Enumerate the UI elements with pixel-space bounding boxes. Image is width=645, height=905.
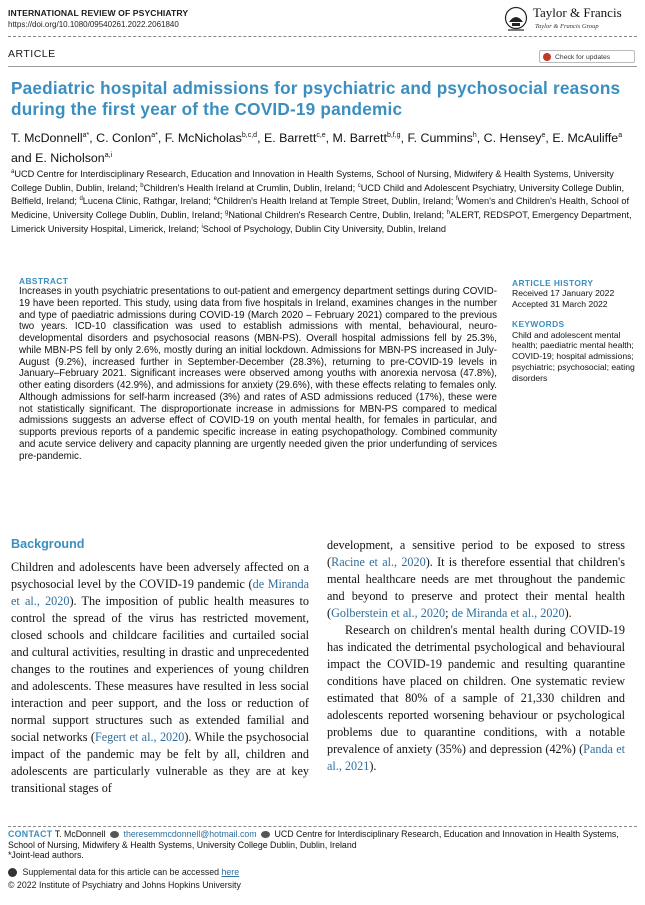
copyright: © 2022 Institute of Psychiatry and Johns Hopkins University [8,880,241,890]
author-list: T. McDonnell$^{a*}$, C. Conlon$^{a*}$, F. McNicholas$^{b,c,d}$, E. Barrett$^{c,e}$, M. Barrett$^{b,f,g}$, F. Cummins$^h$, C. Hensey$^e$, E. McAuliffe$^a$ and E. Nicholson$^{a,i}$ [11,131,623,166]
affiliation: $^i$School of Psychology, Dublin City University, Dublin, Ireland [201,223,447,234]
publisher-name: Taylor & Francis [533,5,622,20]
affiliations [11,167,637,235]
affiliation: $^c$UCD Child and Adolescent Psychiatry, University College Dublin, Belfield, Ireland; [11,182,625,207]
affiliation: $^b$Children's Health Ireland at Crumlin, Dublin, Ireland; [140,182,356,193]
supplemental-note: Supplemental data for this article can be accessed here [8,867,239,877]
abstract-text: Increases in youth psychiatric presentations to out-patient and emergency department settings during COVID-19 have been reported. This study, using data from five hospitals in Ireland, examines changes in the number and type of paediatric admissions during COVID-19 (March 2020 – February 2021) compared to the previous two years. ICD-10 classification was used to establish admissions with mental, behavioural, neuro-developmental disorders and psychosocial reasons (MBN-PS). Overall hospital admissions fell by 25.3%, while MBN-PS fell by only 2.6%, mostly during an initial lockdown. Admissions for MBN-PS increased in July-August (9.2%), increased further in September-December (28.3%), returning to pre-COVID-19 levels in January–February 2021. Significant increases were observed among youths with anorexia nervosa (47.8%), other eating disorders (42.9%), and admissions for anxiety (29.6%), with these effects relating to females only. Although admissions for self-harm increased (3%) and rates of ASD admissions reduced (17%), these were not statistically significant. The disproportionate increase in admissions for MBN-PS compared to medical admissions suggests an adverse effect of COVID-19 on youth mental health, for females in particular, and supports previous reports of a pandemic specific increase in eating psychopathology. Combined community and acute service delivery and capacity planning are urgently needed given the prior underfunding of services pre-pandemic. [19,286,497,462]
journal-name: INTERNATIONAL REVIEW OF PSYCHIATRY [8,8,189,18]
citation-link[interactable]: de Miranda et al., 2020 [11,577,309,608]
footer-divider [8,826,637,827]
affiliation: $^f$Women's and Children's Health, School of Medicine, University College Dublin, Dublin, Ireland; [11,196,630,221]
doi-link[interactable]: https://doi.org/10.1080/09540261.2022.2061840 [8,20,179,29]
affiliation: $^d$Lucena Clinic, Rathgar, Ireland; [79,196,211,207]
article-sidebar [512,278,637,384]
header-divider [8,36,637,37]
affiliation: $^a$UCD Centre for Interdisciplinary Research, Education and Innovation in Health Systems, School of Nursing, Midwifery & Health Systems, University College Dublin, Dublin, Ireland; [11,169,614,193]
paragraph: Research on children's mental health during COVID-19 has indicated the detrimental psychological and behavioural impact the COVID-19 pandemic and resulting quarantine conditions have placed on children. One systematic review estimated that 80% of a sample of 21,330 children and adolescents reported worsening behaviour or psychological problems due to quarantine conditions, with a notable prevalence of anxiety (35%) and depression (42%) (Panda et al., 2021). [327,623,625,773]
keywords-text: Child and adolescent mental health; paediatric mental health; COVID-19; hospital admissions; psychiatric; psychosocial; eating disorders [512,329,635,383]
publisher-logo[interactable] [504,4,640,38]
article-type: ARTICLE [8,48,56,60]
affiliation: $^h$ALERT, REDSPOT, Emergency Department, Limerick University Hospital, Limerick, Ireland; [11,209,632,234]
author[interactable]: C. Hensey$^e$ [483,131,546,146]
citation-link[interactable]: Fegert et al., 2020 [94,730,185,744]
citation-link[interactable]: Racine et al., 2020 [331,555,426,569]
body-column-right [327,537,625,775]
author[interactable]: F. Cummins$^h$ [407,131,477,146]
article-title: Paediatric hospital admissions for psychiatric and psychosocial reasons during the first year of the COVID-19 pandemic [11,78,621,119]
citation-link[interactable]: Golberstein et al., 2020 [331,606,446,620]
keywords-heading: KEYWORDS [512,318,565,329]
section-heading-background: Background [11,537,85,551]
joint-lead-note: *Joint-lead authors. [8,850,84,861]
check-updates-icon [543,53,551,61]
publisher-emblem-icon [504,6,528,34]
affiliation-icon [261,831,270,838]
contact-label: CONTACT [8,829,53,839]
citation-link[interactable]: Panda et al., 2021 [327,742,625,773]
contact-name: T. McDonnell [54,829,106,839]
article-divider [8,66,637,67]
contact-email-link[interactable]: theresemmcdonnell@hotmail.com [123,829,257,839]
contact-footnote [8,829,638,861]
author[interactable]: F. McNicholas$^{b,c,d}$ [164,131,258,146]
paragraph: development, a sensitive period to be exposed to stress (Racine et al., 2020). It is therefore essential that children's mental healthcare needs are met throughout the pandemic and beyond to preserve and protect their mental health (Golberstein et al., 2020; de Miranda et al., 2020). [327,538,625,620]
author[interactable]: E. McAuliffe$^a$ [552,131,623,146]
author[interactable]: E. Nicholson$^{a,i}$ [35,151,113,166]
affiliation: $^e$Children's Health Ireland at Temple Street, Dublin, Ireland; [213,196,454,207]
supplemental-link[interactable]: here [221,867,240,877]
author[interactable]: M. Barrett$^{b,f,g}$ [332,131,401,146]
publisher-group: Taylor & Francis Group [535,23,599,30]
check-updates-button[interactable] [539,50,635,63]
received-date: Received 17 January 2022 [512,288,615,298]
author[interactable]: T. McDonnell$^{a*}$ [11,131,90,146]
abstract-heading: ABSTRACT [19,276,69,286]
body-column-left [11,536,309,797]
accepted-date: Accepted 31 March 2022 [512,298,608,309]
email-icon [110,831,119,838]
author[interactable]: E. Barrett$^{c,e}$ [263,131,326,146]
citation-link[interactable]: de Miranda et al., 2020 [451,606,565,620]
affiliation: $^g$National Children's Research Centre, Dublin, Ireland; [224,209,445,221]
supplemental-icon [8,868,17,877]
author[interactable]: C. Conlon$^{a*}$ [96,131,158,146]
contact-affiliation: UCD Centre for Interdisciplinary Research, Education and Innovation in Health Systems, School of Nursing, Midwifery & Health Systems, University College Dublin, Dublin, Ireland [8,829,619,850]
check-updates-label: Check for updates [555,54,611,61]
history-heading: ARTICLE HISTORY [512,278,594,288]
paragraph: Children and adolescents have been adversely affected on a psychosocial level by the COVID-19 pandemic (de Miranda et al., 2020). The imposition of public health measures to control the spread of the virus has restricted movement, closed schools and childcare facilities and curtailed social and cultural activities, resulting in drastic and unprecedented changes to the routines and experiences of young children and adolescents. These measures have resulted in less social interaction and peer support, and the loss or reduction of normal support structures such as extended familial and social networks (Fegert et al., 2020). While the psychosocial impact of the pandemic may be felt by all, children and adolescents are particularly vulnerable as they are at key transitional stages of [11,560,310,795]
